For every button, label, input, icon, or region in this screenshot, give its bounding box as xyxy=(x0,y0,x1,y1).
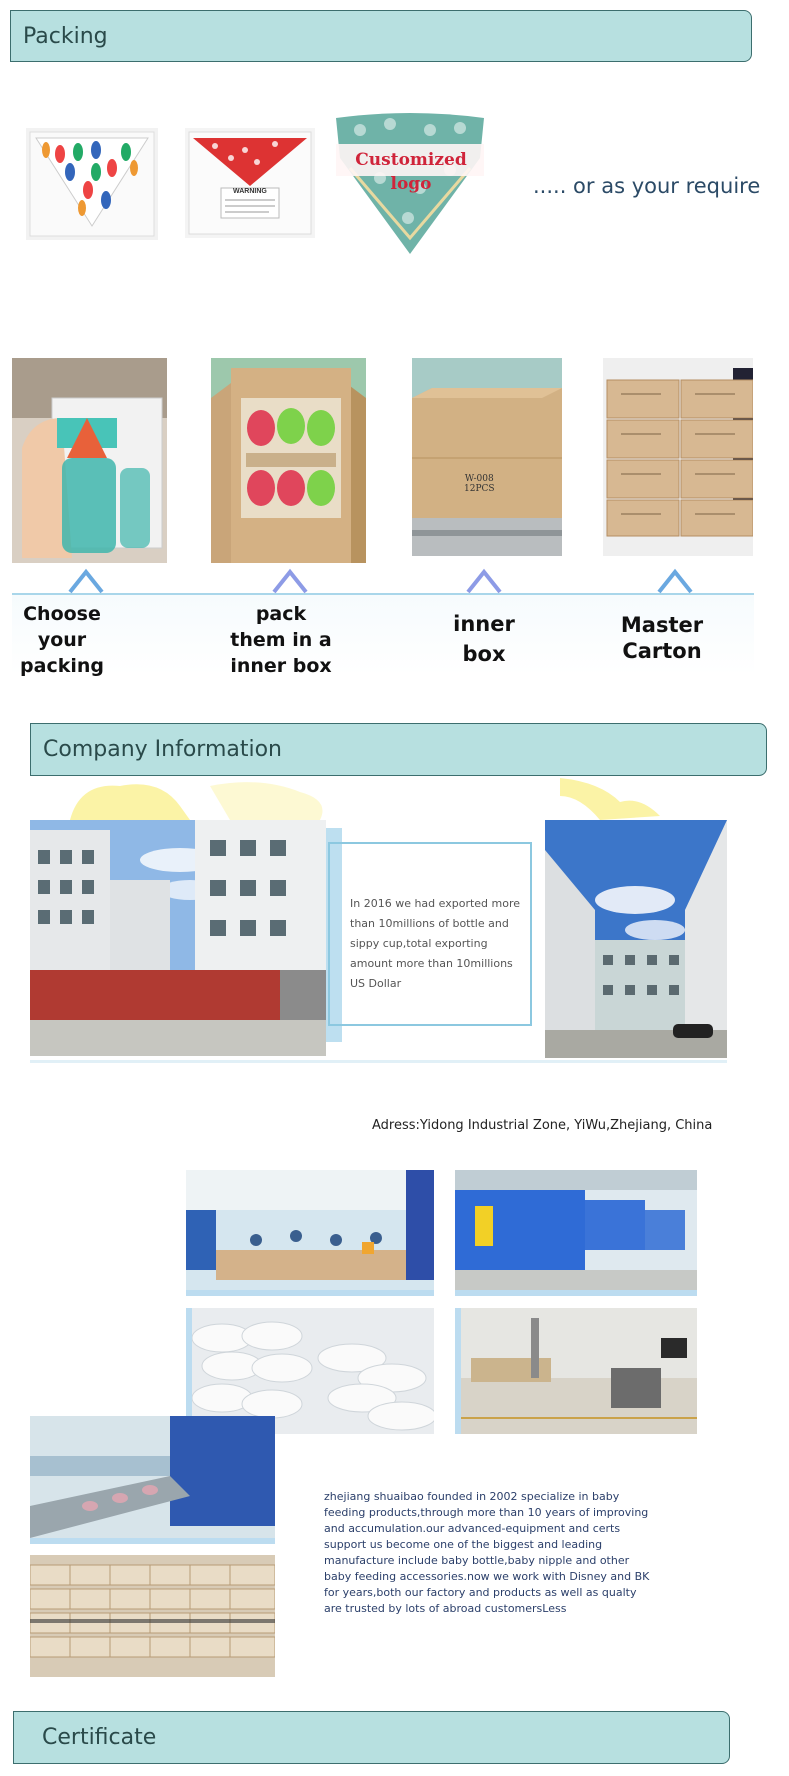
chevron-up-icon xyxy=(466,568,502,594)
warehouse-cartons-photo xyxy=(30,1555,275,1677)
certificate-title: Certificate xyxy=(42,1725,157,1750)
bib-photo-red xyxy=(185,128,315,238)
packing-header xyxy=(10,10,752,62)
assembly-line-photo xyxy=(30,1416,275,1544)
export-text: In 2016 we had exported more than 10millions of bottle and sippy cup,total exporting amount more than 10millions US Dollar xyxy=(350,897,521,990)
packing-step-photo-master-carton xyxy=(603,358,753,556)
bib-warning-label: WARNING xyxy=(233,188,267,195)
step-label-choose-packing: Choose your packing xyxy=(20,603,104,677)
chevron-up-icon xyxy=(272,568,308,594)
customized-logo-label: Customized logo xyxy=(355,150,467,194)
certificate-header xyxy=(13,1711,730,1764)
factory-building-photo xyxy=(30,820,326,1056)
step-label-inner-box: inner box xyxy=(453,612,515,666)
company-about-text: zhejiang shuaibao founded in 2002 specialize in baby feeding products,through more than 10 years of improving and accumulation.our advanced-equipment and certs support us become one of the biggest and leading manufacture include baby bottle,baby nipple and other baby feeding accessories.now we work with Disney and BK for years,both our factory and products as well as qualty are trusted by lots of abroad customersLess xyxy=(324,1490,650,1615)
company-photos-underline xyxy=(30,1060,727,1063)
world-map-decoration xyxy=(60,776,740,820)
step-label-pack-inner-box: pack them in a inner box xyxy=(230,603,332,677)
factory-workshop-photo xyxy=(186,1170,434,1296)
company-title: Company Information xyxy=(43,737,283,762)
factory-courtyard-photo xyxy=(545,820,727,1058)
company-header xyxy=(30,723,767,776)
packing-step-photo-inner-box xyxy=(211,358,366,563)
bib-photo-customized xyxy=(330,108,490,258)
bib-photo-leaves xyxy=(26,128,158,240)
chevron-up-icon xyxy=(657,568,693,594)
testing-lab-photo xyxy=(455,1308,697,1434)
packing-title: Packing xyxy=(23,23,108,49)
company-address: Adress:Yidong Industrial Zone, YiWu,Zhejiang, China xyxy=(372,1118,713,1133)
step-label-master-carton: Master Carton xyxy=(620,613,704,663)
injection-machine-photo xyxy=(455,1170,697,1296)
or-as-your-require: ..... or as your require xyxy=(533,174,761,198)
chevron-up-icon xyxy=(68,568,104,594)
packing-step-photo-cup xyxy=(12,358,167,563)
packing-step-photo-inner-carton xyxy=(412,358,562,556)
inner-carton-box-label: W-008 12PCS xyxy=(464,474,495,494)
